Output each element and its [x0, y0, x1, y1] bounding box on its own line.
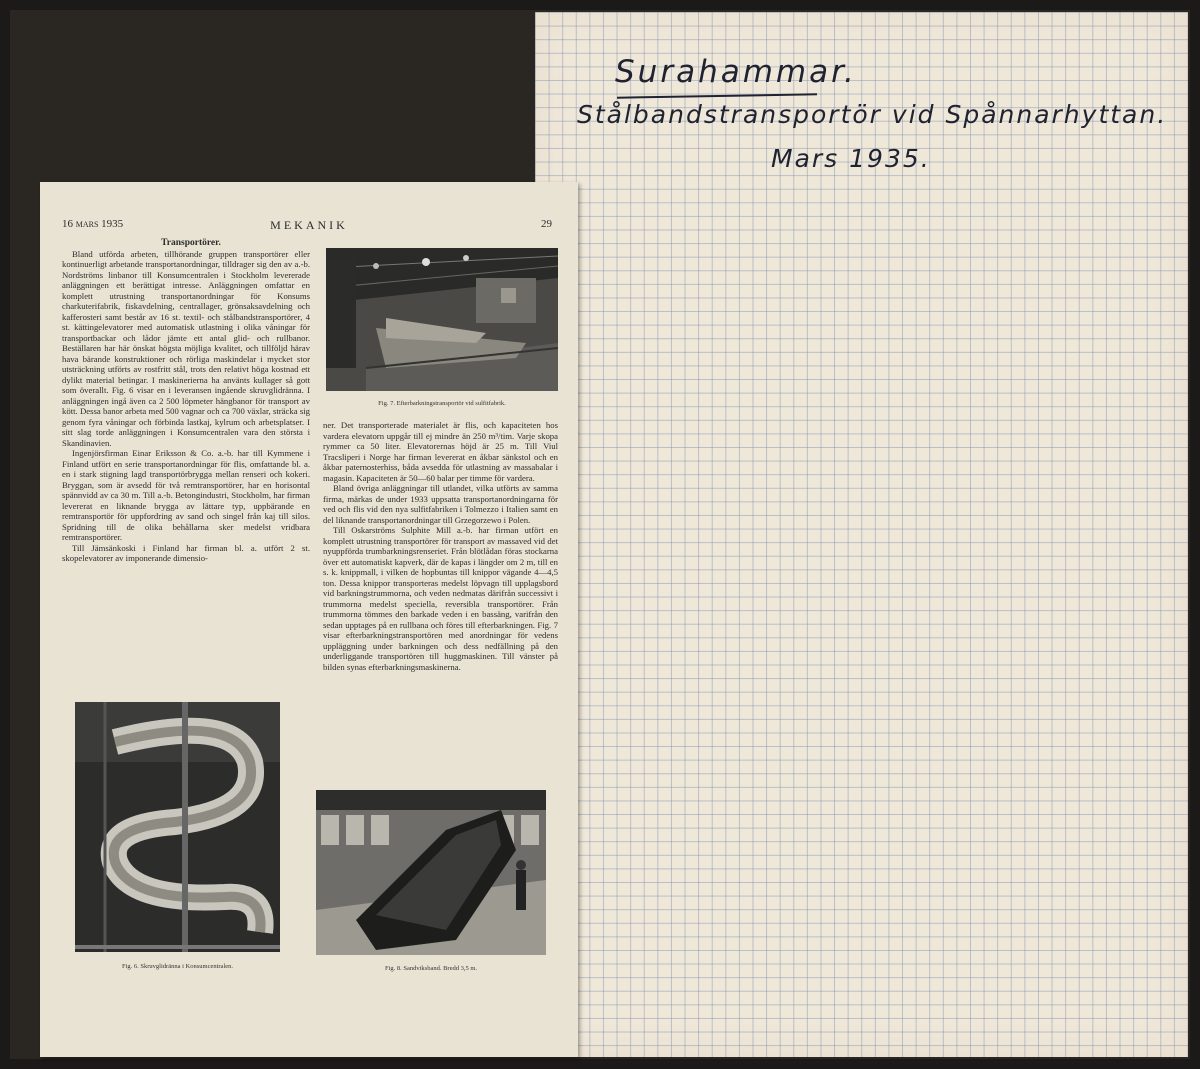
- fig6-photo: [75, 702, 280, 952]
- fig7-caption: Fig. 7. Efterbarkningstransportör vid sulfitfabrik.: [378, 400, 506, 407]
- paragraph: Ingenjörsfirman Einar Eriksson & Co. a.-b. har till Kymmene i Finland utfört en serie transportanordningar för flis, omfattande bl. a. en i stark stigning lagd transportörbrygga mellan renseri och kokeri. Bryggan, som är avsedd för två remtransportörer, har en horisontal spännvidd av ca 30 m. Till a.-b. Betongindustri, Stockholm, har firman levererat en liknande brygga av lättare typ, uppbärande en remtransportör för uppfordring av sand och singel från kaj till silos. Spridning till de olika behållarna sker medelst vridbara remtransportörer.: [62, 448, 310, 542]
- paragraph: Till Oskarströms Sulphite Mill a.-b. har firman utfört en komplett utrustning transportörer för transport av massaved vid det nyuppförda trumbarkningsrenseriet. Från blötlådan föras stockarna över ett automatiskt kapverk, där de kapas i längder om 2 m, till en s. k. knippmall, i vilken de hopbuntas till knippor vägande 4—4,5 ton. Dessa knippor transporteras medelst löpvagn till upplagsbord vid barkningstrummorna, och veden nedmatas därifrån successivt i trummorna medelst speciella, reversibla transportörer. Från trummorna tömmes den barkade veden i en bassäng, varifrån den sedan upptages på en rullbana och föres till efterbarkningen. Fig. 7 visar efterbarkningstransportören med anordningar för vedens uppläggning under barkningen och dess nedfällning på den underliggande transportören till huggmaskinen. Till vänster på bilden synas efterbarkningsmaskinerna.: [323, 525, 558, 672]
- magazine-title: MEKANIK: [270, 218, 348, 232]
- fig8-photo: [316, 790, 546, 955]
- issue-date: 16 mars 1935: [62, 218, 124, 230]
- right-text-column: [323, 420, 558, 672]
- handwritten-subject: Stålbandstransportör vid Spånnarhyttan.: [577, 100, 1168, 129]
- left-text-column: [62, 238, 310, 564]
- fig8-caption: Fig. 8. Sandviksband. Bredd 3,5 m.: [384, 965, 478, 972]
- handwritten-underline: [617, 93, 817, 98]
- handwritten-place-name: Surahammar.: [615, 54, 857, 90]
- paragraph: Bland övriga anläggningar till utlandet, vilka utförts av samma firma, märkas de under 1933 uppsatta transportanordningarna för ved och flis vid den nya sulfitfabriken i Tolmezzo i Italien samt en del liknande transportanordningar till Grzegorzewo i Polen.: [323, 483, 558, 525]
- magazine-clipping: [40, 182, 578, 1057]
- handwritten-date: Mars 1935.: [771, 144, 931, 173]
- graph-paper-sheet: [535, 12, 1188, 1057]
- fig7-photo: [326, 248, 558, 391]
- paragraph: Till Jämsänkoski i Finland har firman bl. a. utfört 2 st. skopelevatorer av imponerande dimensio-: [62, 542, 310, 563]
- section-title: Transportörer.: [161, 238, 221, 248]
- fig6-caption: Fig. 6. Skruvglidränna i Konsumcentralen.: [121, 963, 234, 970]
- paragraph: ner. Det transporterade materialet är flis, och kapaciteten hos vardera elevatorn uppgår till ej mindre än 250 m³/tim. Varje skopa rymmer ca 50 liter. Elevatorernas höjd är 25 m. Till Viul Tracsliperi i Norge har firman levererat en åkbar sänkstol och en åkbar paternosterhiss, båda avsedda för utlastning av massabalar i magasin. Kapaciteten är 50—60 balar per timme för vardera.: [323, 420, 558, 483]
- page-number: 29: [541, 218, 552, 230]
- paragraph: Bland utförda arbeten, tillhörande gruppen transportörer eller kontinuerligt arbetande transportanordningar, tilldrager sig den av a.-b. Nordströms linbanor till Konsumcentralen i Stockholm levererade anläggningen ett berättigat intresse. Anläggningen omfattar en komplett utrustning transportanordningar för Konsums charkuterifabrik, fiskavdelning, centrallager, grönsaksavdelning och kafferosteri samt består av 16 st. textil- och stålbandstransportörer, 4 st. kättingelevatorer med automatisk utlastning i olika våningar för transportbackar och lådor jämte ett antal glid- och rullbanor. Beställaren har här önskat högsta möjliga kvalitet, och tillföljd härav hava bärande konstruktioner och rörliga maskindelar i mycket stor utsträckning utförts av rostfritt stål, trots den relativt höga kostnad ett dylikt material betingar. I maskinerierna ha använts kullager så gott som överallt. Fig. 6 visar en i leveransen ingående skruvglidränna. I anläggningen ingå även ca 2 500 löpmeter hängbanor för transport av kött. Dessa banor arbeta med 500 vagnar och ca 700 växlar, sträcka sig genom fyra våningar och förbinda lastkaj, kylrum och arbetsplatser. I sitt slag torde anläggningen i Konsumcentralen vara den största i Skandinavien.: [62, 248, 310, 448]
